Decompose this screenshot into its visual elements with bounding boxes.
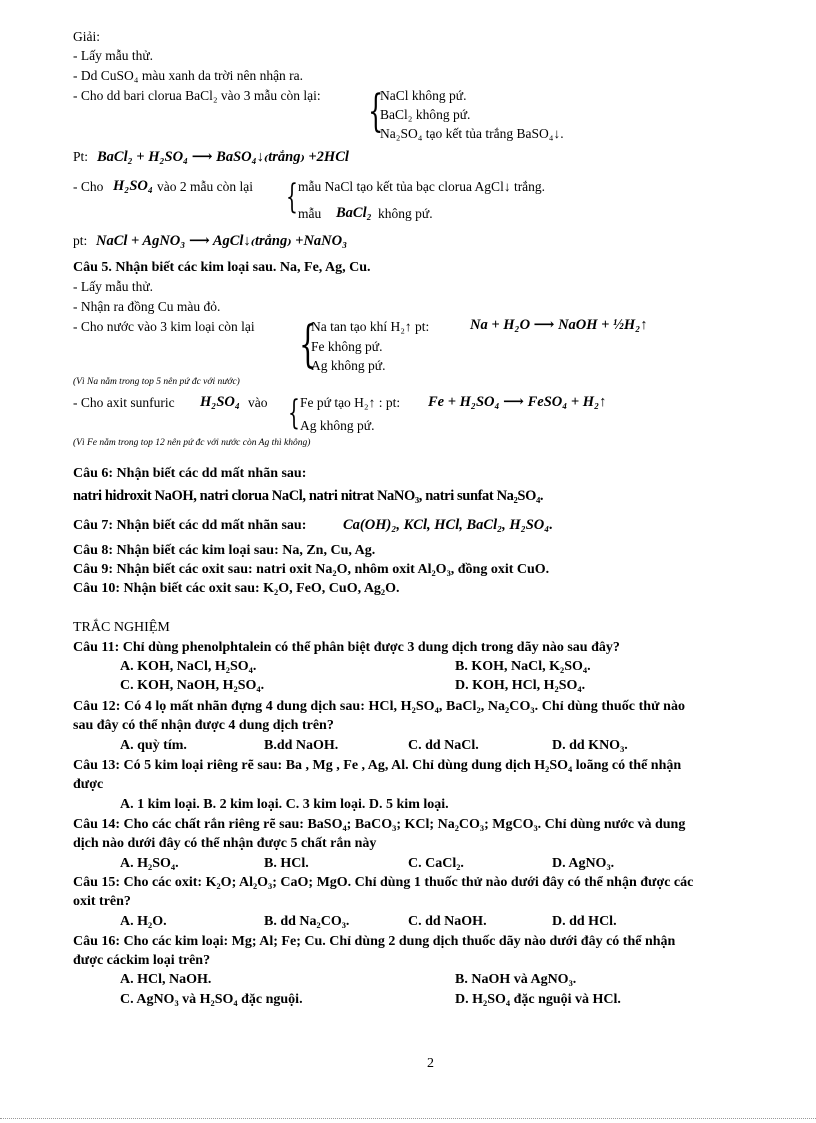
question-12-stem-2: sau đây có thể nhận được 4 dung dịch trên? <box>73 718 334 733</box>
solution-step-2: - Dd CuSO₄ màu xanh da trời nên nhận ra. <box>73 68 304 83</box>
q14-option-a: A. H₂SO₄. <box>120 856 179 871</box>
page-bottom-border <box>0 1118 816 1119</box>
equation-na-h2o: Na + H₂O ⟶ NaOH + ½H₂↑ <box>470 317 648 333</box>
branch-nacl: NaCl không pứ. <box>380 88 467 103</box>
branch-fe: Fe không pứ. <box>311 339 383 354</box>
left-brace-icon: { <box>368 86 384 137</box>
left-brace-icon: { <box>299 315 317 373</box>
q14-option-b: B. HCl. <box>264 856 309 871</box>
q14-option-c: C. CaCl₂. <box>408 856 464 871</box>
question-6-list: natri hidroxit NaOH, natri clorua NaCl, natri nitrat NaNO₃, natri sunfat Na₂SO₄. <box>73 488 544 504</box>
question-5-title: Câu 5. Nhận biết các kim loại sau. Na, Fe, Ag, Cu. <box>73 260 371 275</box>
q15-option-d: D. dd HCl. <box>552 914 617 929</box>
left-brace-icon: { <box>288 393 300 433</box>
question-6-title: Câu 6: Nhận biết các dd mất nhãn sau: <box>73 466 307 481</box>
q5-step-3: - Cho nước vào 3 kim loại còn lại <box>73 319 255 334</box>
question-14-stem-2: dịch nào dưới đây có thể nhận được 5 chất rắn này <box>73 836 377 851</box>
q16-option-c: C. AgNO₃ và H₂SO₄ đặc nguội. <box>120 992 303 1007</box>
equation-nacl-agno3: NaCl + AgNO₃ ⟶ AgCl↓₍trắng₎ +NaNO₃ <box>96 233 348 249</box>
q11-option-b: B. KOH, NaCl, K₂SO₄. <box>455 659 591 674</box>
page-number: 2 <box>427 1056 434 1071</box>
equation-fe-h2so4: Fe + H₂SO₄ ⟶ FeSO₄ + H₂↑ <box>428 394 607 410</box>
step-4-suffix: vào 2 mẫu còn lại <box>157 179 253 194</box>
q14-option-d: D. AgNO₃. <box>552 856 615 871</box>
branch-ag: Ag không pứ. <box>311 358 386 373</box>
question-16-stem-2: được cáckim loại trên? <box>73 953 211 968</box>
branch-fe-h2: Fe pứ tạo H₂↑ : pt: <box>300 395 401 410</box>
question-16-stem-1: Câu 16: Cho các kim loại: Mg; Al; Fe; Cu. Chỉ dùng 2 dung dịch thuốc dãy nào dưới đây có thể nhận <box>73 934 676 949</box>
solution-step-1: - Lấy mẫu thử. <box>73 48 154 63</box>
branch-bacl2-suffix: không pứ. <box>378 206 433 221</box>
question-7-list: Ca(OH)₂, KCl, HCl, BaCl₂, H₂SO₄. <box>343 517 553 533</box>
question-7-title: Câu 7: Nhận biết các dd mất nhãn sau: <box>73 518 307 533</box>
q5-step-1: - Lấy mẫu thử. <box>73 279 154 294</box>
q12-option-b: B.dd NaOH. <box>264 738 339 753</box>
question-10: Câu 10: Nhận biết các oxit sau: K₂O, FeO, CuO, Ag₂O. <box>73 581 400 596</box>
branch-bacl2: BaCl₂ không pứ. <box>380 107 471 122</box>
branch-na2so4: Na₂SO₄ tạo kết tủa trắng BaSO₄↓. <box>380 126 564 141</box>
q15-option-b: B. dd Na₂CO₃. <box>264 914 350 929</box>
q16-option-b: B. NaOH và AgNO₃. <box>455 972 577 987</box>
note-na: (Vì Na nằm trong top 5 nên pứ đc với nước) <box>73 377 240 387</box>
reagent-bacl2: BaCl₂ <box>336 205 372 221</box>
branch-na: Na tan tạo khí H₂↑ pt: <box>311 319 430 334</box>
reagent-h2so4: H₂SO₄ <box>113 178 153 194</box>
q15-option-c: C. dd NaOH. <box>408 914 487 929</box>
q5-step-4-suffix: vào <box>248 395 268 410</box>
q12-option-d: D. dd KNO₃. <box>552 738 628 753</box>
equation-label: Pt: <box>73 149 89 164</box>
question-15-stem-2: oxit trên? <box>73 894 131 909</box>
q15-option-a: A. H₂O. <box>120 914 167 929</box>
question-14-stem-1: Câu 14: Cho các chất rắn riêng rẽ sau: BaSO₄; BaCO₃; KCl; Na₂CO₃; MgCO₃. Chỉ dùng nước và dung <box>73 817 686 832</box>
question-9: Câu 9: Nhận biết các oxit sau: natri oxit Na₂O, nhôm oxit Al₂O₃, đồng oxit CuO. <box>73 562 550 577</box>
q11-option-c: C. KOH, NaOH, H₂SO₄. <box>120 678 265 693</box>
note-fe: (Vì Fe nằm trong top 12 nên pứ đc với nước còn Ag thì không) <box>73 438 311 448</box>
question-8: Câu 8: Nhận biết các kim loại sau: Na, Zn, Cu, Ag. <box>73 543 376 558</box>
q11-option-a: A. KOH, NaCl, H₂SO₄. <box>120 659 257 674</box>
branch-nacl-agcl: mẫu NaCl tạo kết tủa bạc clorua AgCl↓ trắng. <box>298 179 546 194</box>
question-12-stem-1: Câu 12: Có 4 lọ mất nhãn đựng 4 dung dịch sau: HCl, H₂SO₄, BaCl₂, Na₂CO₃. Chỉ dùng thuốc thử nào <box>73 699 686 714</box>
q12-option-c: C. dd NaCl. <box>408 738 479 753</box>
reagent-h2so4: H₂SO₄ <box>200 394 240 410</box>
question-13-stem-2: được <box>73 777 104 792</box>
q11-option-d: D. KOH, HCl, H₂SO₄. <box>455 678 586 693</box>
question-15-stem-1: Câu 15: Cho các oxit: K₂O; Al₂O₃; CaO; MgO. Chỉ dùng 1 thuốc thử nào dưới đây có thể nhận được các <box>73 875 694 890</box>
equation-label: pt: <box>73 233 88 248</box>
branch-ag-no-reaction: Ag không pứ. <box>300 418 375 433</box>
section-heading-mcq: TRẮC NGHIỆM <box>73 620 170 635</box>
left-brace-icon: { <box>286 177 298 217</box>
branch-bacl2-prefix: mẫu <box>298 206 322 221</box>
solution-heading: Giải: <box>73 29 100 44</box>
equation-bacl2-h2so4: BaCl₂ + H₂SO₄ ⟶ BaSO₄↓₍trắng₎ +2HCl <box>97 149 349 165</box>
question-11-stem: Câu 11: Chỉ dùng phenolphtalein có thể phân biệt được 3 dung dịch trong dãy nào sau đây? <box>73 640 620 655</box>
solution-step-3: - Cho dd bari clorua BaCl₂ vào 3 mẫu còn lại: <box>73 88 321 103</box>
q5-step-4: - Cho axit sunfuric <box>73 395 175 410</box>
question-13-stem-1: Câu 13: Có 5 kim loại riêng rẽ sau: Ba , Mg , Fe , Ag, Al. Chỉ dùng dung dịch H₂SO₄ loãng có thể nhận <box>73 758 682 773</box>
q12-option-a: A. quỳ tím. <box>120 738 187 753</box>
q13-options: A. 1 kim loại. B. 2 kim loại. C. 3 kim loại. D. 5 kim loại. <box>120 797 449 812</box>
q16-option-a: A. HCl, NaOH. <box>120 972 212 987</box>
q16-option-d: D. H₂SO₄ đặc nguội và HCl. <box>455 992 621 1007</box>
q5-step-2: - Nhận ra đồng Cu màu đỏ. <box>73 299 221 314</box>
step-4-prefix: - Cho <box>73 179 104 194</box>
